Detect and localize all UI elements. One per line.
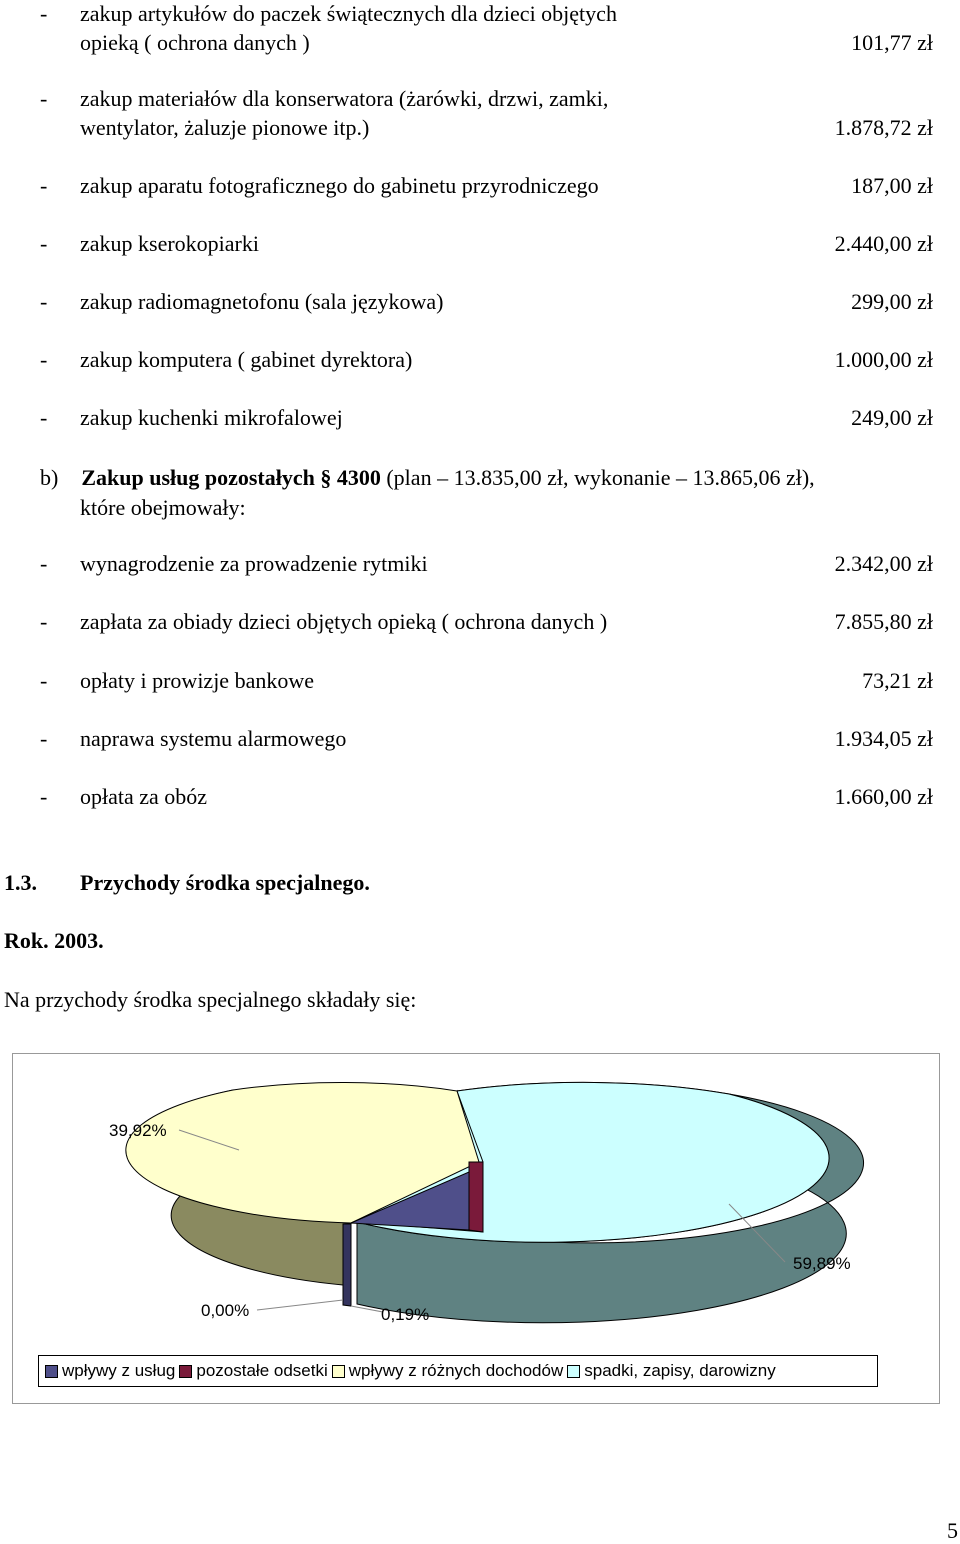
section-title: Przychody środka specjalnego.	[80, 870, 370, 895]
expense-amount: 2.440,00 zł	[834, 231, 933, 256]
list-dash: -	[40, 725, 48, 751]
label-uslugi: 0,19%	[381, 1305, 430, 1324]
list-dash: -	[40, 86, 48, 111]
list-dash: -	[40, 173, 48, 198]
list-dash: -	[40, 551, 48, 576]
legend-label: spadki, zapisy, darowizny	[584, 1361, 776, 1380]
year-label: Rok. 2003.	[4, 928, 104, 953]
list-dash: -	[40, 609, 48, 635]
section-b-subline: które obejmowały:	[80, 495, 246, 520]
expense-description: zakup artykułów do paczek świątecznych dla dzieci objętych	[80, 1, 617, 26]
expense-amount: 187,00 zł	[851, 173, 933, 198]
chart-legend	[38, 1355, 878, 1387]
section-number: 1.3.	[4, 870, 37, 895]
list-dash: -	[40, 347, 48, 372]
page-number: 5	[947, 1518, 958, 1543]
expense-amount: 7.855,80 zł	[834, 609, 933, 635]
legend-label: pozostałe odsetki	[196, 1361, 328, 1380]
legend-item-odsetki	[179, 1361, 327, 1381]
section-b-plan: (plan – 13.835,00 zł, wykonanie – 13.865,06 zł),	[386, 465, 815, 490]
section-b-heading	[40, 463, 815, 492]
slice-odsetki	[469, 1162, 483, 1232]
expense-amount: 299,00 zł	[851, 289, 933, 314]
expense-description: zakup kuchenki mikrofalowej	[80, 405, 343, 430]
legend-swatch	[332, 1365, 345, 1378]
expense-description: opieką ( ochrona danych )	[80, 30, 310, 55]
expense-description: zakup komputera ( gabinet dyrektora)	[80, 347, 413, 372]
expense-description: wentylator, żaluzje pionowe itp.)	[80, 115, 370, 140]
expense-description: wynagrodzenie za prowadzenie rytmiki	[80, 551, 428, 576]
expense-amount: 1.660,00 zł	[834, 784, 933, 810]
list-dash: -	[40, 1, 48, 26]
expense-description: naprawa systemu alarmowego	[80, 725, 347, 751]
expense-amount: 1.934,05 zł	[834, 725, 933, 751]
pie-chart	[12, 1053, 940, 1404]
list-dash: -	[40, 784, 48, 810]
expense-amount: 73,21 zł	[862, 667, 933, 693]
list-dash: -	[40, 405, 48, 430]
legend-swatch	[567, 1365, 580, 1378]
expense-description: zakup radiomagnetofonu (sala językowa)	[80, 289, 444, 314]
expense-amount: 249,00 zł	[851, 405, 933, 430]
section-b-code: 4300	[336, 465, 381, 490]
legend-label: wpływy z różnych dochodów	[348, 1361, 564, 1380]
pie-chart-svg	[13, 1054, 939, 1354]
expense-amount: 1.000,00 zł	[834, 347, 933, 372]
expense-description: zapłata za obiady dzieci objętych opieką ( ochrona danych )	[80, 609, 608, 635]
expense-description: opłaty i prowizje bankowe	[80, 667, 314, 693]
expense-description: zakup aparatu fotograficznego do gabinetu przyrodniczego	[80, 173, 599, 198]
legend-label: wpływy z usług	[62, 1361, 176, 1380]
section-sign: §	[320, 465, 332, 490]
expense-description: zakup kserokopiarki	[80, 231, 259, 256]
label-spadki: 59,89%	[793, 1254, 851, 1273]
section-b-marker: b)	[40, 465, 59, 490]
legend-item-uslugi	[45, 1361, 175, 1381]
expense-amount: 101,77 zł	[851, 30, 933, 55]
expense-description: opłata za obóz	[80, 784, 208, 810]
list-dash: -	[40, 289, 48, 314]
legend-swatch	[45, 1365, 58, 1378]
list-dash: -	[40, 667, 48, 693]
expense-description: zakup materiałów dla konserwatora (żarówki, drzwi, zamki,	[80, 86, 609, 111]
label-rozne: 39,92%	[109, 1121, 167, 1140]
expense-amount: 1.878,72 zł	[834, 115, 933, 140]
legend-swatch	[179, 1365, 192, 1378]
list-dash: -	[40, 231, 48, 256]
chart-intro: Na przychody środka specjalnego składały się:	[4, 987, 417, 1012]
slice-side-uslugi	[343, 1224, 351, 1306]
expense-amount: 2.342,00 zł	[834, 551, 933, 576]
section-b-title: Zakup usług pozostałych	[81, 465, 315, 490]
legend-item-rozne	[332, 1361, 563, 1381]
label-odsetki: 0,00%	[201, 1301, 250, 1320]
legend-item-spadki	[567, 1361, 776, 1381]
